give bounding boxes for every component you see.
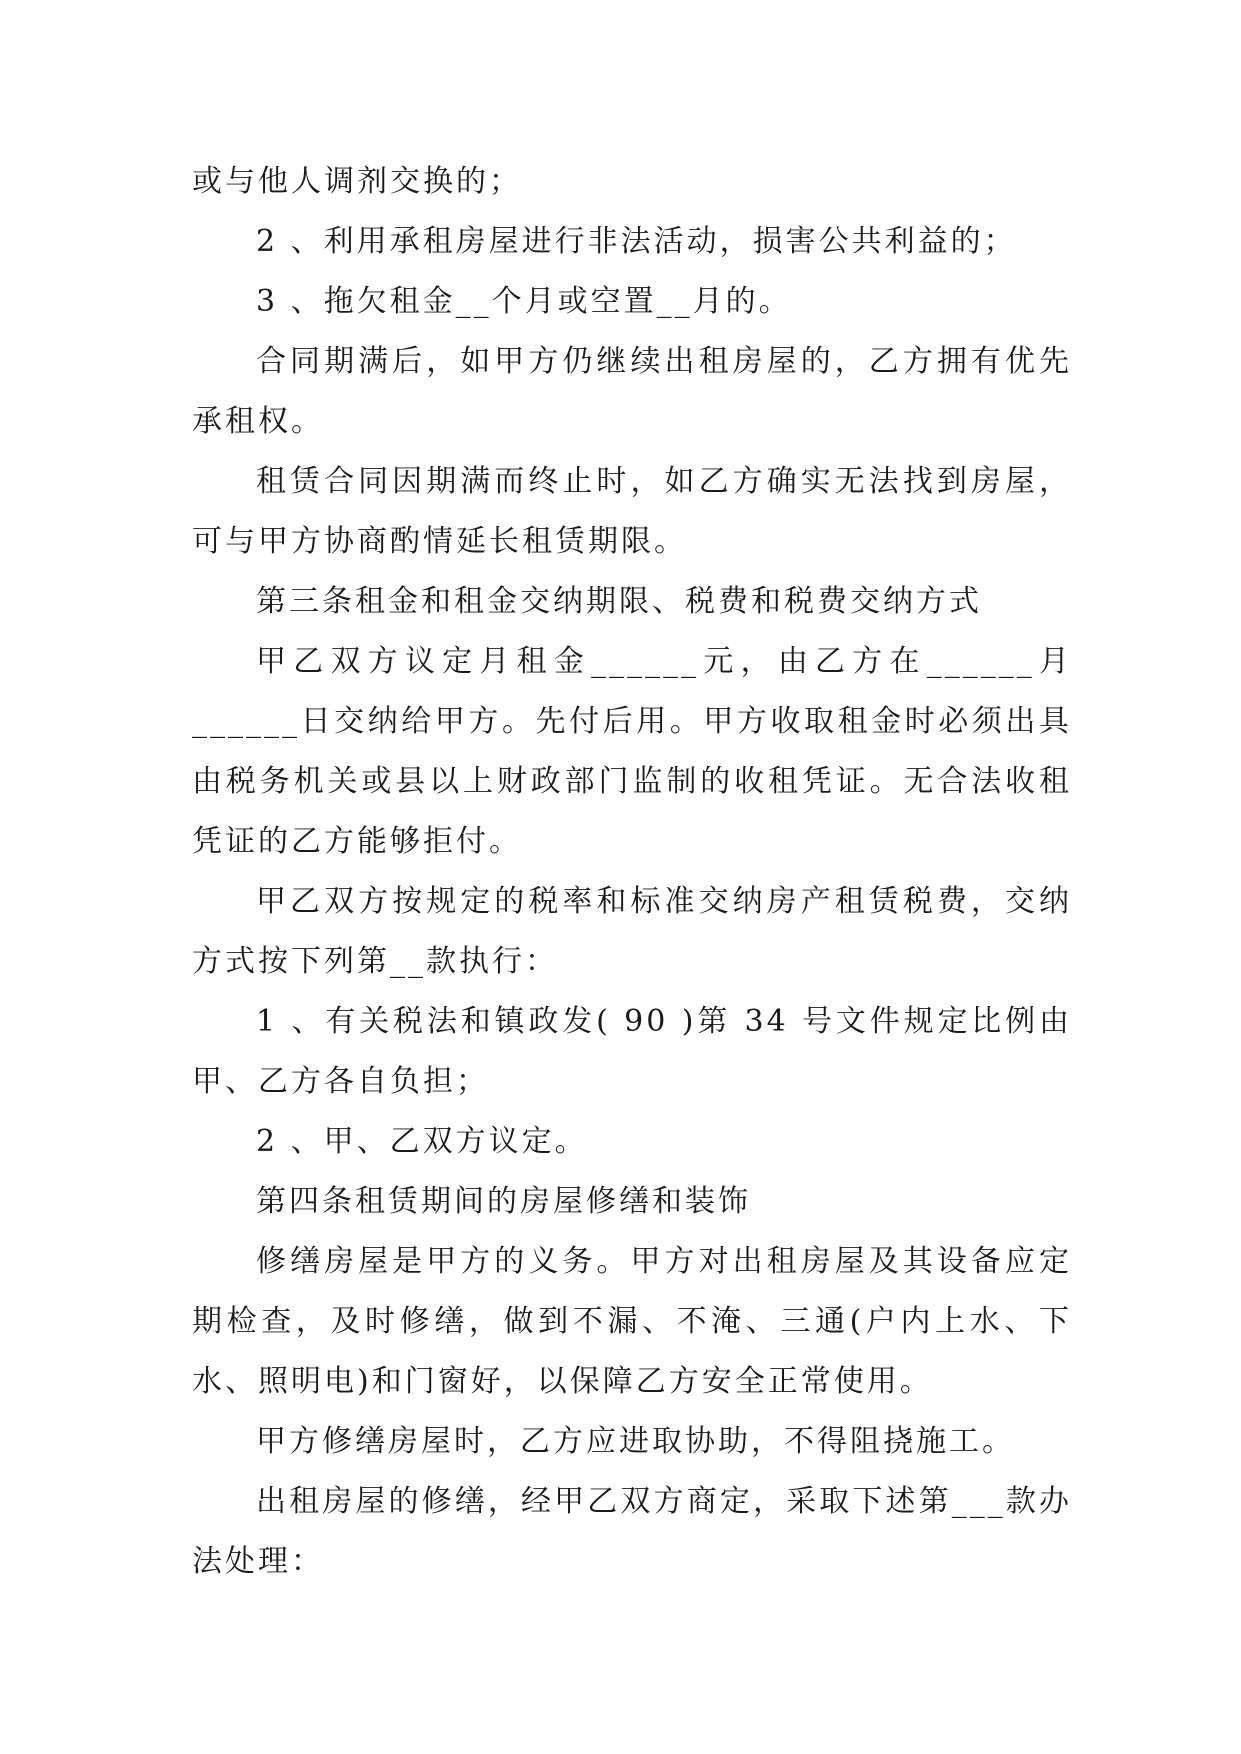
paragraph-repair-assist: 甲方修缮房屋时，乙方应进取协助，不得阻挠施工。 xyxy=(256,1424,1015,1459)
paragraph-extension: 租赁合同因期满而终止时，如乙方确实无法找到房屋，可与甲方协商酌情延长租赁期限。 xyxy=(192,464,1072,559)
paragraph-tax-option-2: 2 、甲、乙双方议定。 xyxy=(256,1124,588,1159)
paragraph-repair-duty: 修缮房屋是甲方的义务。甲方对出租房屋及其设备应定期检查，及时修缮，做到不漏、不淹、三通(户内上水、下水、照明电)和门窗好，以保障乙方安全正常使用。 xyxy=(192,1244,1072,1399)
paragraph-illegal-use-clause: 2 、利用承租房屋进行非法活动，损害公共利益的； xyxy=(256,224,1017,259)
paragraph-tax-option-1: 1 、有关税法和镇政发( 90 )第 34 号文件规定比例由甲、乙方各自负担； xyxy=(192,1004,1072,1099)
paragraph-repair-method: 出租房屋的修缮，经甲乙双方商定，采取下述第___款办法处理： xyxy=(192,1484,1072,1579)
paragraph-priority-renewal: 合同期满后，如甲方仍继续出租房屋的，乙方拥有优先承租权。 xyxy=(192,344,1072,439)
article-four-heading: 第四条租赁期间的房屋修缮和装饰 xyxy=(256,1184,751,1219)
paragraph-tax-payment: 甲乙双方按规定的税率和标准交纳房产租赁税费，交纳方式按下列第__款执行： xyxy=(192,884,1072,979)
paragraph-arrears-clause: 3 、拖欠租金__个月或空置__月的。 xyxy=(256,284,792,319)
article-three-heading: 第三条租金和租金交纳期限、税费和税费交纳方式 xyxy=(256,584,982,619)
paragraph-exchange-clause: 或与他人调剂交换的； xyxy=(192,164,522,199)
document-body xyxy=(192,152,1072,1592)
paragraph-monthly-rent: 甲乙双方议定月租金______元，由乙方在______月______日交纳给甲方。先付后用。甲方收取租金时必须出具由税务机关或县以上财政部门监制的收租凭证。无合法收租凭证的乙方能够拒付。 xyxy=(192,644,1072,859)
